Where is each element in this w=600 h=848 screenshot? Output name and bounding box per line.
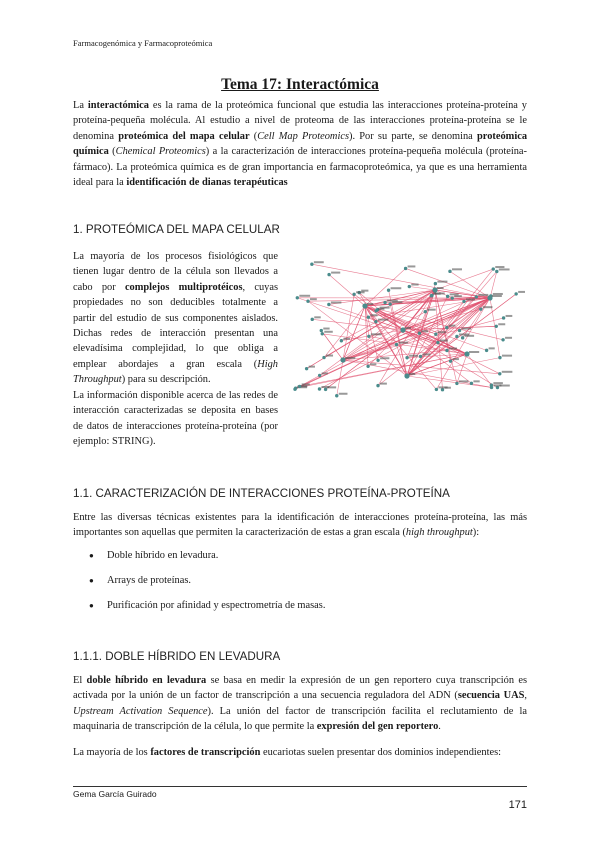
network-node [462, 300, 465, 303]
network-node [495, 325, 498, 328]
network-node-label [411, 284, 418, 286]
network-node [352, 293, 355, 296]
network-node [405, 356, 408, 359]
network-node [408, 285, 411, 288]
network-node [475, 295, 478, 298]
network-edge [326, 330, 403, 389]
network-node [495, 270, 498, 273]
network-node [502, 316, 505, 319]
network-node-label [450, 293, 459, 295]
network-node [435, 388, 438, 391]
network-node [487, 295, 492, 300]
network-node [445, 326, 448, 329]
network-node-label [299, 295, 310, 297]
network-node [388, 302, 391, 305]
network-node [395, 343, 398, 346]
network-node-label [391, 287, 402, 289]
network-node-label [422, 353, 430, 355]
network-node-label [331, 301, 342, 303]
network-node-label [326, 355, 333, 357]
network-node [418, 331, 421, 334]
network-node-label [465, 335, 474, 337]
network-node-label [405, 327, 411, 329]
network-node-label [499, 268, 510, 270]
list-item: ● Doble híbrido en levadura. [73, 548, 527, 573]
network-node [446, 295, 449, 298]
network-node [374, 309, 377, 312]
term-interactomica: interactómica [87, 100, 149, 111]
network-node [320, 329, 323, 332]
network-node [448, 270, 451, 273]
network-node-label [380, 357, 389, 359]
network-node-label [408, 265, 416, 267]
network-node [335, 394, 338, 397]
network-node-label [314, 316, 320, 318]
network-node-label [343, 338, 350, 340]
network-node-label [438, 386, 447, 388]
network-node-label [505, 337, 512, 339]
network-node [311, 318, 314, 321]
network-node-label [466, 298, 475, 300]
footer-divider [73, 786, 527, 787]
network-edge [329, 275, 365, 306]
network-node-label [518, 291, 525, 293]
network-node [318, 374, 321, 377]
network-node [340, 357, 345, 362]
list-item: ● Arrays de proteínas. [73, 573, 527, 598]
network-node [490, 386, 493, 389]
network-node [367, 316, 370, 319]
network-node [294, 386, 297, 389]
network-node [436, 341, 439, 344]
network-node-label [506, 315, 513, 317]
network-node-label [489, 347, 495, 349]
network-node-label [493, 382, 503, 384]
network-node [485, 349, 488, 352]
network-node [400, 327, 405, 332]
network-node [327, 303, 330, 306]
network-node [419, 355, 422, 358]
network-node-label [310, 298, 317, 300]
network-node-label [324, 331, 333, 333]
network-node-label [371, 333, 382, 335]
section2-paragraph: Entre las diversas técnicas existentes para la identificación de interacciones proteína-proteína, las más importantes son aquellas que permiten la caracterización de estas a gran escala (high throughput): [73, 512, 527, 539]
network-node-label [492, 295, 502, 297]
network-node-label [378, 308, 384, 310]
network-edge [312, 264, 490, 298]
network-node [492, 267, 495, 270]
network-node-label [453, 358, 459, 360]
network-node-label [483, 306, 493, 308]
network-node [366, 365, 369, 368]
network-node [322, 356, 325, 359]
techniques-list [73, 548, 527, 623]
network-node-label [367, 303, 373, 305]
section-heading-1-1-1: 1.1.1. DOBLE HÍBRIDO EN LEVADURA [73, 650, 281, 663]
network-node-label [434, 292, 445, 294]
network-node-label [302, 383, 310, 385]
intro-paragraph: La interactómica es la rama de la proteómica funcional que estudia las interacciones proteína-proteína y proteína-pequeña molécula. Al estudio a nivel de proteoma de las interacciones proteína-proteína se le denomina proteómica del mapa celular (Cell Map Proteomics). Por su parte, se denomina proteómica química (Chemical Proteomics) a la caracterización de interacciones proteína-pequeña molécula (proteína-fármaco). La proteómica química es de gran importancia en farmacoproteómica, ya que es una herramienta ideal para la identificación de dianas terapéuticas [73, 100, 528, 189]
network-node-label [454, 295, 462, 297]
network-node-label [498, 323, 505, 325]
network-node-label [478, 294, 488, 296]
running-header: Farmacogenómica y Farmacoproteómica [73, 38, 213, 48]
network-node [306, 299, 309, 302]
network-node-label [345, 357, 355, 359]
network-node [324, 388, 327, 391]
section3-paragraph-1: El doble híbrido en levadura se basa en medir la expresión de un gen reportero cuya transcripción es activada por la unión de un factor de transcripción a una secuencia reguladora del ADN (secuencia UAS, Upstream Activation Sequence). La unión del factor de transcripción facilita el reclutamiento de la maquinaria de transcripción de la célula, lo que permite la expresión del gen reportero. [73, 675, 528, 733]
network-node [367, 335, 370, 338]
network-node [451, 296, 454, 299]
network-node-label [437, 287, 444, 289]
network-node-label [331, 272, 340, 274]
section-heading-1-1: 1.1. CARACTERIZACIÓN DE INTERACCIONES PROTEÍNA-PROTEÍNA [73, 487, 450, 500]
network-node [514, 292, 517, 295]
network-node [445, 349, 448, 352]
network-node [464, 351, 469, 356]
network-node-label [502, 355, 512, 357]
network-node [318, 387, 321, 390]
interaction-network-figure [285, 258, 525, 408]
network-node-label [440, 340, 448, 342]
network-node [432, 287, 437, 292]
list-item: ● Purificación por afinidad y espectrometría de masas. [73, 598, 527, 623]
page-number: 171 [508, 799, 527, 811]
network-node-label [494, 384, 502, 386]
network-node-label [438, 331, 446, 333]
network-node [470, 382, 473, 385]
network-node [501, 338, 504, 341]
footer-author: Gema García Guirado [73, 789, 157, 799]
network-node [498, 372, 501, 375]
network-node [383, 301, 386, 304]
network-node-label [409, 355, 418, 357]
section1-paragraph-1: La mayoría de los procesos fisiológicos que tienen lugar dentro de la célula son llevados a cabo por complejos multiprotéicos, cuyas propiedades no son deducibles totalmente a partir del estudio de sus componentes aislados. Dichas redes de interacción presentan una elevadísima complejidad, lo que obliga a emplear abordajes a gran escala (High Throughput) para su descripción. [73, 251, 278, 386]
network-node-label [449, 325, 456, 327]
network-node-label [421, 330, 428, 332]
network-node [404, 267, 407, 270]
network-node [376, 384, 379, 387]
network-node [441, 388, 444, 391]
network-node-label [473, 380, 479, 382]
network-edge [365, 268, 406, 306]
network-edge [296, 298, 490, 388]
network-node [376, 359, 379, 362]
network-node [455, 335, 458, 338]
network-node-label [409, 373, 415, 375]
network-node-label [398, 342, 408, 344]
network-node-label [427, 309, 435, 311]
network-node-label [309, 366, 315, 368]
network-node [362, 303, 367, 308]
network-node-label [452, 268, 462, 270]
network-node [327, 273, 330, 276]
page-title: Tema 17: Interactómica [221, 76, 379, 93]
network-node [461, 336, 464, 339]
network-node [434, 333, 437, 336]
network-node [310, 263, 313, 266]
network-node-label [380, 383, 387, 385]
network-node-label [502, 371, 513, 373]
network-node [298, 385, 301, 388]
network-node-label [370, 314, 377, 316]
network-node [424, 310, 427, 313]
network-node [321, 332, 324, 335]
network-node-label [323, 328, 329, 330]
network-nodes [293, 261, 525, 397]
network-node [479, 307, 482, 310]
network-node-label [495, 266, 504, 268]
network-node-label [356, 291, 364, 293]
network-node-label [387, 300, 398, 302]
network-node [455, 382, 458, 385]
network-node-label [469, 351, 479, 353]
network-node [374, 320, 377, 323]
network-node [458, 329, 461, 332]
network-node-label [449, 347, 457, 349]
network-node [387, 289, 390, 292]
section1-paragraph-2: La información disponible acerca de las redes de interacción caracterizadas se deposita en bases de datos de interacciones proteína-proteína (por ejemplo: STRING). [73, 390, 278, 448]
network-node [434, 282, 437, 285]
network-node-label [462, 328, 472, 330]
network-node [296, 296, 299, 299]
network-node-label [437, 281, 447, 283]
network-node [449, 359, 452, 362]
network-node-label [370, 363, 376, 365]
network-node [498, 356, 501, 359]
section3-paragraph-2: La mayoría de los factores de transcripción eucariotas suelen presentar dos dominios independientes: [73, 747, 502, 758]
network-node-label [378, 319, 388, 321]
network-node [404, 373, 409, 378]
section-heading-1: 1. PROTEÓMICA DEL MAPA CELULAR [73, 223, 280, 236]
network-node-label [321, 386, 329, 388]
network-node-label [314, 261, 324, 263]
network-node-label [322, 372, 328, 374]
network-node-label [493, 293, 503, 295]
network-node [430, 294, 433, 297]
network-node-label [459, 380, 469, 382]
network-node-label [339, 393, 348, 395]
network-node [340, 339, 343, 342]
network-node [305, 367, 308, 370]
